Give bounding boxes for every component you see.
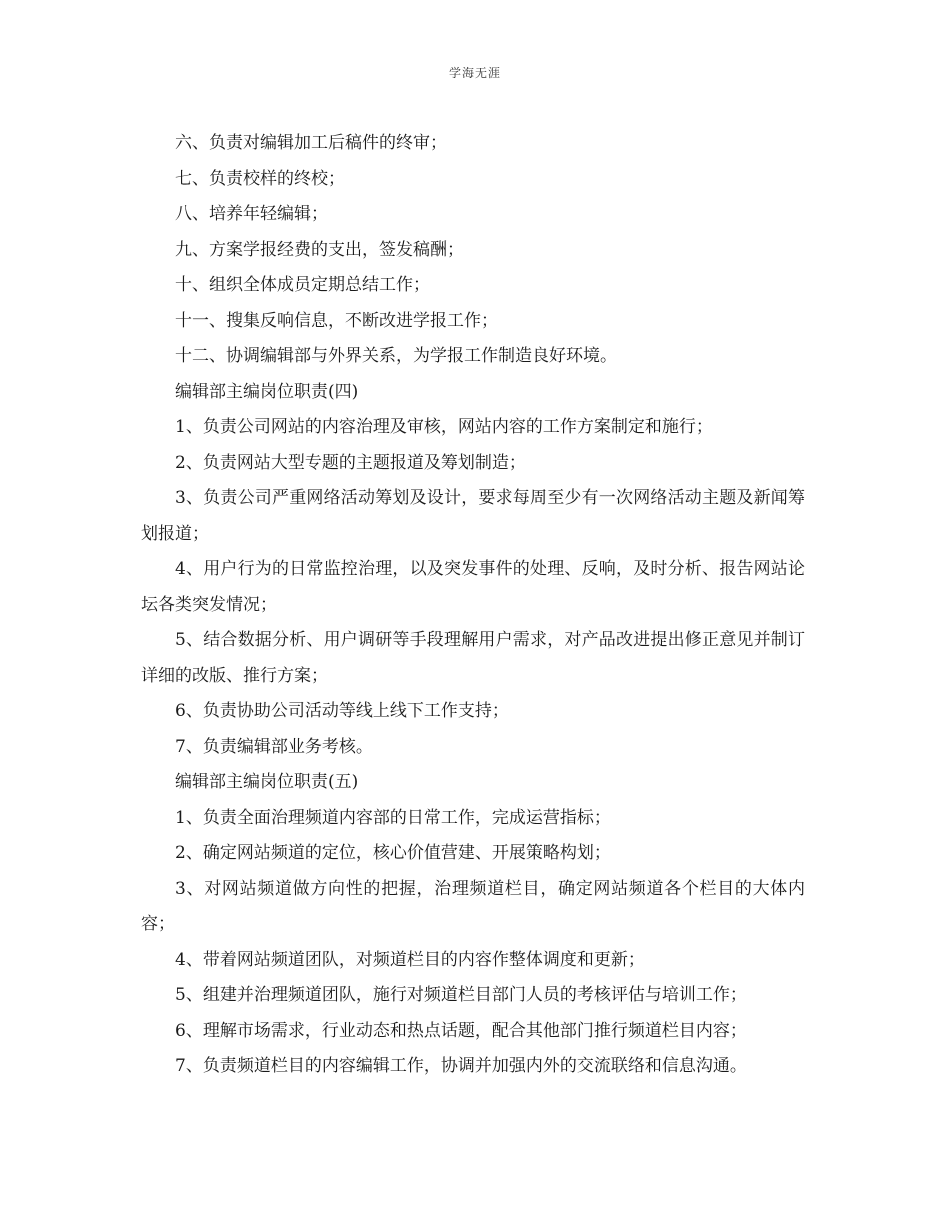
section-heading: 编辑部主编岗位职责(五) — [175, 772, 359, 792]
paragraph: 7、负责频道栏目的内容编辑工作，协调并加强内外的交流联络和信息沟通。 — [175, 1056, 747, 1076]
paragraph: 5、结合数据分析、用户调研等手段理解用户需求，对产品改进提出修正意见并制订详细的改版、推行方案； — [141, 630, 805, 686]
paragraph: 4、带着网站频道团队，对频道栏目的内容作整体调度和更新； — [175, 949, 645, 970]
section-heading: 编辑部主编岗位职责(四) — [175, 381, 359, 402]
paragraph: 十一、搜集反响信息，不断改进学报工作； — [175, 310, 498, 331]
paragraph: 1、负责全面治理频道内容部的日常工作，完成运营指标； — [175, 807, 611, 828]
paragraph: 六、负责对编辑加工后稿件的终审； — [175, 133, 447, 153]
paragraph: 十、组织全体成员定期总结工作； — [175, 275, 430, 295]
paragraph: 2、负责网站大型专题的主题报道及筹划制造； — [175, 452, 526, 473]
paragraph: 7、负责编辑部业务考核。 — [175, 736, 373, 757]
document-body — [141, 126, 805, 1085]
paragraph: 4、用户行为的日常监控治理，以及突发事件的处理、反响，及时分析、报告网站论坛各类突发情况； — [141, 559, 805, 615]
paragraph: 1、负责公司网站的内容治理及审核，网站内容的工作方案制定和施行； — [175, 417, 713, 437]
paragraph: 6、负责协助公司活动等线上线下工作支持； — [175, 701, 509, 721]
paragraph: 3、对网站频道做方向性的把握，治理频道栏目，确定网站频道各个栏目的大体内容； — [141, 878, 805, 934]
paragraph: 八、培养年轻编辑； — [175, 204, 328, 224]
paragraph: 七、负责校样的终校； — [175, 168, 345, 189]
paragraph: 5、组建并治理频道团队，施行对频道栏目部门人员的考核评估与培训工作； — [175, 985, 747, 1005]
paragraph: 3、负责公司严重网络活动筹划及设计，要求每周至少有一次网络活动主题及新闻筹划报道； — [141, 488, 805, 544]
page-header: 学海无涯 — [448, 66, 501, 80]
paragraph: 九、方案学报经费的支出，签发稿酬； — [175, 239, 464, 260]
paragraph: 6、理解市场需求，行业动态和热点话题，配合其他部门推行频道栏目内容； — [175, 1020, 747, 1041]
paragraph: 2、确定网站频道的定位，核心价值营建、开展策略构划； — [175, 843, 611, 863]
paragraph: 十二、协调编辑部与外界关系，为学报工作制造良好环境。 — [175, 346, 617, 366]
